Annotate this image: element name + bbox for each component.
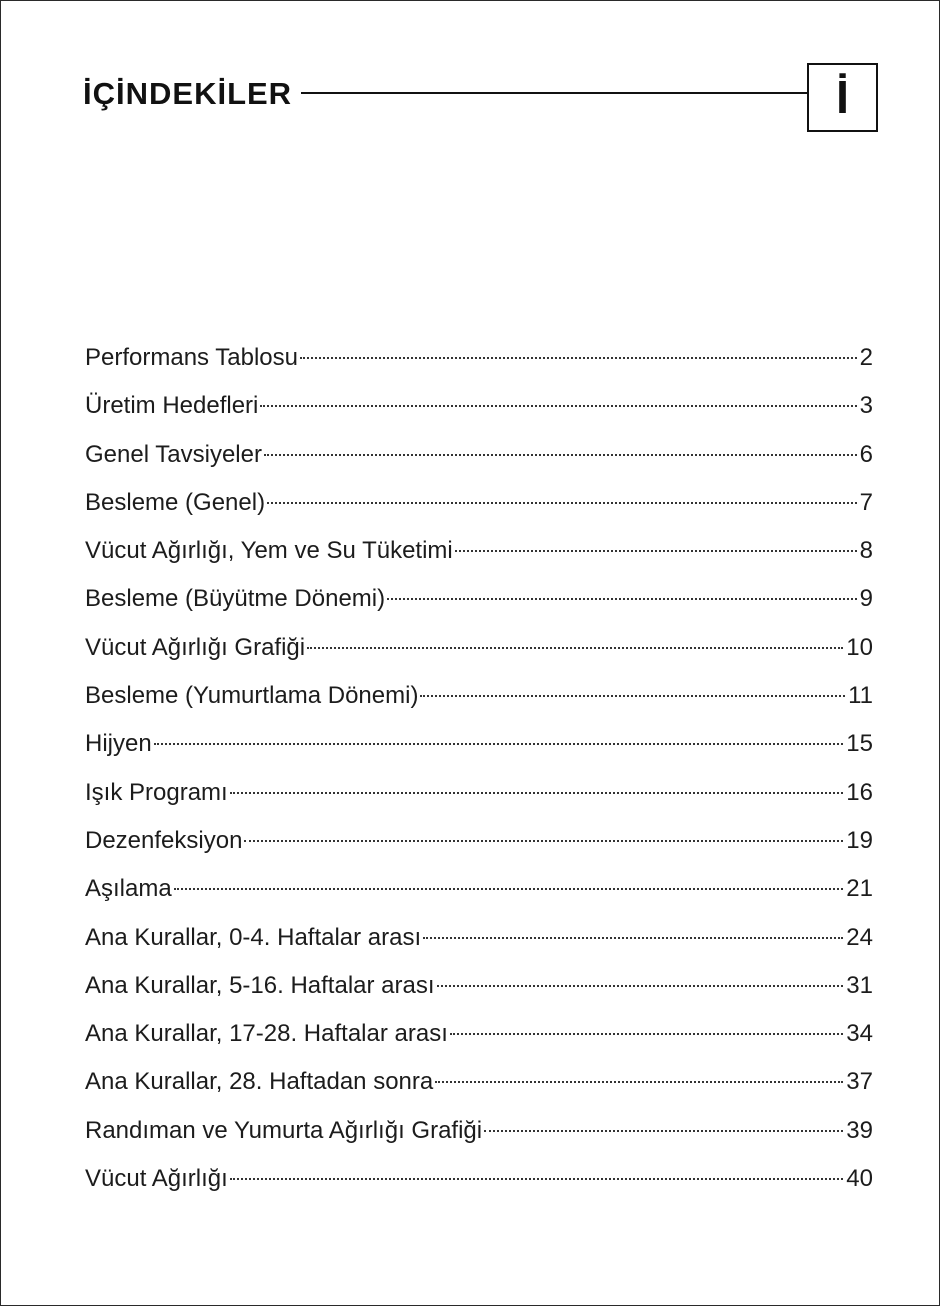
toc-row[interactable] xyxy=(85,334,873,382)
toc-leader-dots xyxy=(300,357,857,359)
toc-page-number: 16 xyxy=(846,778,873,806)
toc-row[interactable] xyxy=(85,962,873,1010)
toc-entry-title: Vücut Ağırlığı xyxy=(85,1165,228,1193)
toc-page-number: 40 xyxy=(846,1165,873,1193)
table-of-contents xyxy=(85,334,873,1203)
toc-page-number: 8 xyxy=(859,537,873,565)
toc-row[interactable] xyxy=(85,624,873,672)
toc-page-number: 6 xyxy=(859,440,873,468)
toc-leader-dots xyxy=(267,502,857,504)
toc-leader-dots xyxy=(423,937,843,939)
toc-entry-title: Besleme (Yumurtlama Dönemi) xyxy=(85,682,419,710)
toc-row[interactable] xyxy=(85,1107,873,1155)
toc-row[interactable] xyxy=(85,575,873,623)
toc-page-number: 3 xyxy=(859,392,873,420)
toc-entry-title: Işık Programı xyxy=(85,778,228,806)
toc-entry-title: Ana Kurallar, 28. Haftadan sonra xyxy=(85,1068,434,1096)
toc-page-number: 9 xyxy=(859,585,873,613)
toc-leader-dots xyxy=(387,598,857,600)
toc-leader-dots xyxy=(437,985,844,987)
toc-entry-title: Vücut Ağırlığı, Yem ve Su Tüketimi xyxy=(85,537,453,565)
toc-row[interactable] xyxy=(85,479,873,527)
toc-page-number: 21 xyxy=(846,875,873,903)
toc-leader-dots xyxy=(154,743,844,745)
toc-leader-dots xyxy=(264,454,857,456)
toc-entry-title: Üretim Hedefleri xyxy=(85,392,259,420)
toc-entry-title: Hijyen xyxy=(85,730,152,758)
chapter-marker-box xyxy=(807,63,878,132)
page-title: İÇİNDEKİLER xyxy=(83,76,293,111)
toc-row[interactable] xyxy=(85,914,873,962)
toc-page-number: 34 xyxy=(846,1020,873,1048)
toc-row[interactable] xyxy=(85,817,873,865)
toc-entry-title: Performans Tablosu xyxy=(85,344,298,371)
header-rule xyxy=(301,92,808,94)
toc-leader-dots xyxy=(260,405,856,407)
toc-leader-dots xyxy=(244,840,843,842)
toc-leader-dots xyxy=(420,695,845,697)
toc-leader-dots xyxy=(307,647,843,649)
toc-page-number: 10 xyxy=(846,633,873,661)
toc-row[interactable] xyxy=(85,865,873,913)
toc-leader-dots xyxy=(435,1081,843,1083)
toc-entry-title: Ana Kurallar, 5-16. Haftalar arası xyxy=(85,971,435,999)
toc-page-number: 39 xyxy=(846,1116,873,1144)
toc-row[interactable] xyxy=(85,382,873,430)
toc-entry-title: Randıman ve Yumurta Ağırlığı Grafiği xyxy=(85,1116,483,1144)
toc-row[interactable] xyxy=(85,431,873,479)
toc-row[interactable] xyxy=(85,672,873,720)
toc-row[interactable] xyxy=(85,1155,873,1203)
toc-page-number: 37 xyxy=(846,1068,873,1096)
toc-entry-title: Genel Tavsiyeler xyxy=(85,440,262,468)
toc-row[interactable] xyxy=(85,769,873,817)
toc-entry-title: Dezenfeksiyon xyxy=(85,826,243,854)
toc-entry-title: Besleme (Büyütme Dönemi) xyxy=(85,585,386,613)
toc-entry-title: Ana Kurallar, 17-28. Haftalar arası xyxy=(85,1020,448,1048)
toc-leader-dots xyxy=(455,550,857,552)
toc-leader-dots xyxy=(230,1178,844,1180)
toc-row[interactable] xyxy=(85,1010,873,1058)
toc-leader-dots xyxy=(450,1033,843,1035)
toc-entry-title: Ana Kurallar, 0-4. Haftalar arası xyxy=(85,923,422,951)
toc-row[interactable] xyxy=(85,720,873,768)
toc-leader-dots xyxy=(484,1130,843,1132)
toc-page-number: 19 xyxy=(846,826,873,854)
toc-page-number: 24 xyxy=(846,923,873,951)
toc-leader-dots xyxy=(174,888,844,890)
toc-page-number: 15 xyxy=(846,730,873,758)
toc-entry-title: Aşılama xyxy=(85,875,172,903)
toc-entry-title: Vücut Ağırlığı Grafiği xyxy=(85,633,306,661)
toc-page-number: 7 xyxy=(859,488,873,516)
toc-row[interactable] xyxy=(85,1058,873,1106)
toc-page-number: 2 xyxy=(859,344,873,371)
toc-entry-title: Besleme (Genel) xyxy=(85,488,266,516)
chapter-marker-letter: İ xyxy=(836,71,849,123)
toc-leader-dots xyxy=(230,792,844,794)
toc-page-number: 31 xyxy=(846,971,873,999)
toc-row[interactable] xyxy=(85,527,873,575)
toc-page-number: 11 xyxy=(848,682,873,710)
